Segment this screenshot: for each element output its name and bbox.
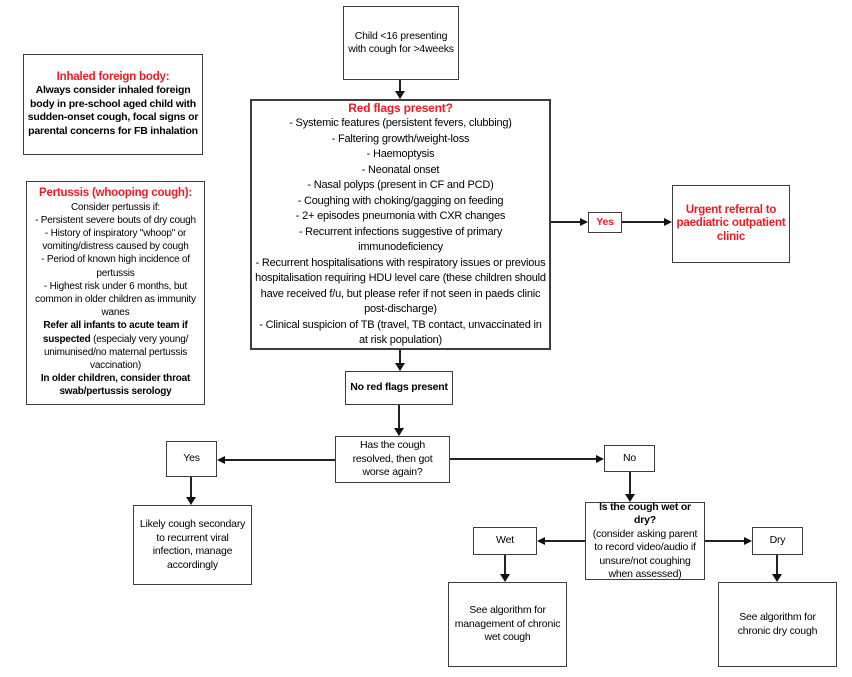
pertussis-note: [26, 181, 205, 405]
inhaled-foreign-body-note: [23, 54, 203, 155]
no-resolved-node: [604, 445, 655, 472]
inhaled-foreign-body-body: Always consider inhaled foreign body in pre-school aged child with sudden-onset cough, focal signs or parental concerns for FB inhalation: [27, 84, 199, 137]
dry-label: Dry: [769, 534, 786, 547]
dry-node: [752, 527, 803, 555]
arrowhead-down-icon: [395, 363, 405, 371]
likely-viral-label: Likely cough secondary to recurrent viral infection, manage accordingly: [139, 518, 246, 571]
pertussis-refer-line: [30, 319, 201, 372]
pertussis-refer-bold: Refer all infants to acute team if suspected: [42, 320, 188, 345]
arrow-redflags-to-noredflags: [399, 350, 401, 364]
wet-node: [473, 527, 537, 555]
arrowhead-right-icon: [596, 455, 604, 463]
arrowhead-down-icon: [186, 497, 196, 505]
red-flag-item: - Coughing with choking/gagging on feeding: [297, 194, 504, 207]
arrow-yes-to-urgent: [622, 221, 664, 223]
arrow-wetdry-to-wet: [545, 540, 585, 542]
yes-resolved-node: [166, 441, 217, 477]
arrowhead-right-icon: [580, 218, 588, 226]
wet-dry-question-note: (consider asking parent to record video/audio if unsure/not coughing when assessed): [592, 527, 698, 580]
no-red-flags-label: No red flags present: [350, 381, 448, 394]
red-flag-item: - Recurrent hospitalisations with respiratory issues or previous hospitalisation requiring HDU level care (these children should have received f/u, but please refer if not seen in paeds clinic post-discharge): [255, 256, 546, 315]
inhaled-foreign-body-title: Inhaled foreign body:: [56, 70, 170, 83]
start-node-label: Child <16 presenting with cough for >4weeks: [348, 29, 454, 55]
urgent-referral-label: Urgent referral to paediatric outpatient clinic: [676, 203, 786, 243]
red-flag-item: - Nasal polyps (present in CF and PCD): [307, 179, 494, 191]
wet-label: Wet: [496, 534, 514, 547]
resolved-question-node: [335, 436, 450, 483]
red-flags-node: [250, 99, 551, 350]
arrow-no-to-wetdry: [629, 472, 631, 494]
yes-red-flags-label: Yes: [596, 215, 614, 228]
arrow-resolved-to-no: [450, 458, 596, 460]
red-flag-item: - Recurrent infections suggestive of primary immunodeficiency: [298, 225, 503, 253]
arrowhead-left-icon: [217, 456, 225, 464]
arrow-redflags-to-yes: [551, 221, 581, 223]
pertussis-older-children: In older children, consider throat swab/pertussis serology: [40, 373, 191, 398]
dry-algorithm-node: [718, 582, 837, 667]
pertussis-item: - Period of known high incidence of pertussis: [41, 254, 190, 279]
arrow-wetdry-to-dry: [705, 540, 745, 542]
yes-red-flags-node: [588, 212, 622, 233]
arrowhead-down-icon: [625, 494, 635, 502]
pertussis-title: Pertussis (whooping cough):: [38, 187, 193, 200]
arrow-yes-to-likelyviral: [190, 477, 192, 497]
arrowhead-down-icon: [394, 428, 404, 436]
red-flag-item: - Neonatal onset: [361, 163, 440, 176]
wet-algorithm-label: See algorithm for management of chronic wet cough: [454, 604, 561, 644]
arrowhead-right-icon: [744, 537, 752, 545]
pertussis-item: - History of inspiratory "whoop" or vomiting/distress caused by cough: [42, 227, 189, 253]
red-flag-item: - Clinical suspicion of TB (travel, TB contact, unvaccinated in at risk population): [259, 318, 542, 346]
pertussis-item: - Persistent severe bouts of dry cough: [35, 214, 196, 226]
arrowhead-down-icon: [395, 91, 405, 99]
arrowhead-down-icon: [500, 574, 510, 582]
pertussis-refer-rest: (especialy very young/ unimunised/no maternal pertussis vaccination): [43, 333, 189, 372]
red-flag-item: - Faltering growth/weight-loss: [331, 132, 470, 145]
red-flag-item: - 2+ episodes pneumonia with CXR changes: [295, 210, 506, 222]
pertussis-intro: Consider pertussis if:: [71, 201, 160, 213]
arrowhead-left-icon: [537, 537, 545, 545]
arrow-noredflags-to-resolved: [398, 405, 400, 428]
arrow-dry-to-dryalgorithm: [776, 555, 778, 574]
arrowhead-down-icon: [772, 574, 782, 582]
urgent-referral-node: [672, 185, 790, 263]
arrow-resolved-to-yes: [225, 459, 335, 461]
wet-algorithm-node: [448, 582, 567, 667]
red-flags-title: Red flags present?: [348, 100, 453, 115]
start-node: [343, 6, 459, 80]
dry-algorithm-label: See algorithm for chronic dry cough: [737, 611, 818, 637]
red-flag-item: - Systemic features (persistent fevers, clubbing): [289, 117, 512, 129]
likely-viral-node: [133, 505, 252, 585]
arrow-wet-to-wetalgorithm: [504, 555, 506, 574]
wet-dry-question-node: [585, 502, 705, 580]
red-flag-item: - Haemoptysis: [366, 148, 435, 160]
wet-dry-question-title: Is the cough wet or dry?: [599, 500, 691, 526]
yes-resolved-label: Yes: [183, 452, 200, 465]
resolved-question-label: Has the cough resolved, then got worse again?: [352, 439, 433, 479]
no-resolved-label: No: [622, 451, 637, 464]
arrowhead-right-icon: [664, 218, 672, 226]
pertussis-item: - Highest risk under 6 months, but common in older children as immunity wanes: [35, 280, 196, 319]
no-red-flags-node: [345, 371, 453, 405]
